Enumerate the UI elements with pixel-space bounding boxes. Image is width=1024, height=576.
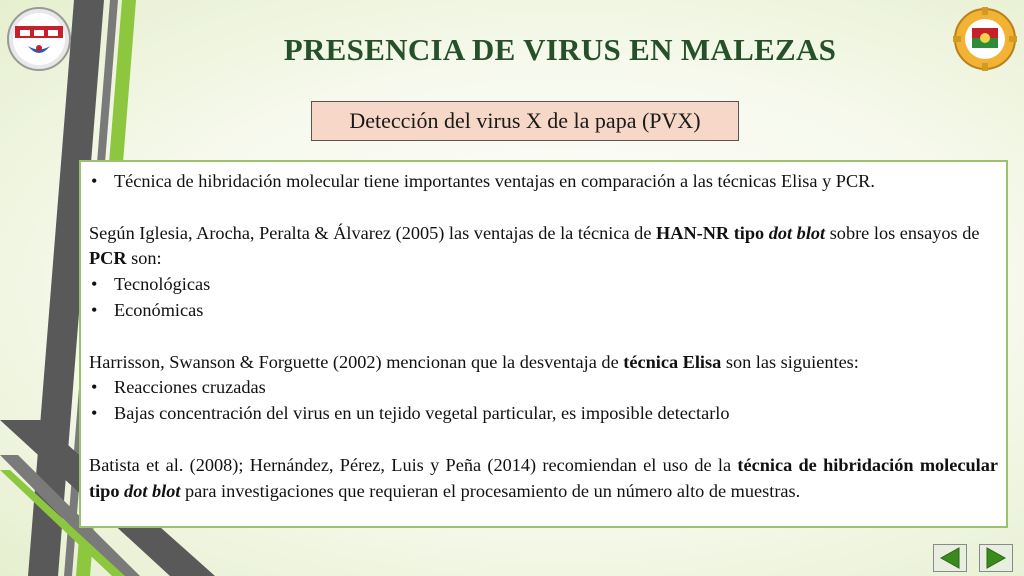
p3-text-d: para investigaciones que requieran el procesamiento de un número alto de muestras. (180, 480, 801, 501)
slide-title: PRESENCIA DE VIRUS EN MALEZAS (283, 32, 837, 67)
p1-text-d: sobre los ensayos de (825, 222, 980, 243)
slide-subtitle: Detección del virus X de la papa (PVX) (311, 101, 739, 141)
next-slide-button[interactable] (979, 544, 1013, 572)
p2-bold-b: técnica Elisa (623, 351, 722, 372)
spacer (89, 324, 998, 350)
p1-text-a: Según Iglesia, Arocha, Peralta & Álvarez (2005) las ventajas de la técnica de (89, 222, 657, 243)
paragraph-advantages (89, 221, 998, 273)
faculty-logo-right (952, 6, 1018, 72)
university-logo-left (6, 6, 72, 72)
p3-bold-italic-c: dot blot (124, 480, 181, 501)
paragraph-recommendation (89, 453, 998, 505)
p1-bold-italic-c: dot blot (768, 222, 826, 243)
p2-text-c: son las siguientes: (721, 351, 859, 372)
p3-text-a: Batista et al. (2008); Hernández, Pérez, Luis y Peña (2014) recomiendan el uso de la (89, 454, 738, 475)
disadvantage-item: • Reacciones cruzadas (89, 375, 998, 401)
p1-bold-b: HAN-NR tipo (656, 222, 769, 243)
p2-text-a: Harrisson, Swanson & Forguette (2002) mencionan que la desventaja de (89, 351, 624, 372)
advantage-item: • Tecnológicas (89, 272, 998, 298)
spacer (89, 195, 998, 221)
p1-text-f: son: (126, 248, 162, 269)
p1-bold-e: PCR (89, 248, 127, 269)
disadvantage-item: • Bajas concentración del virus en un tejido vegetal particular, es imposible detectarlo (89, 401, 998, 427)
intro-bullet: • Técnica de hibridación molecular tiene importantes ventajas en comparación a las técnicas Elisa y PCR. (89, 169, 998, 195)
spacer (89, 427, 998, 453)
p3-bold-b: técnica de hibridación molecular tipo (89, 454, 998, 501)
previous-slide-button[interactable] (933, 544, 967, 572)
paragraph-disadvantages (89, 350, 998, 376)
content-box (79, 160, 1008, 528)
advantage-item: • Económicas (89, 298, 998, 324)
